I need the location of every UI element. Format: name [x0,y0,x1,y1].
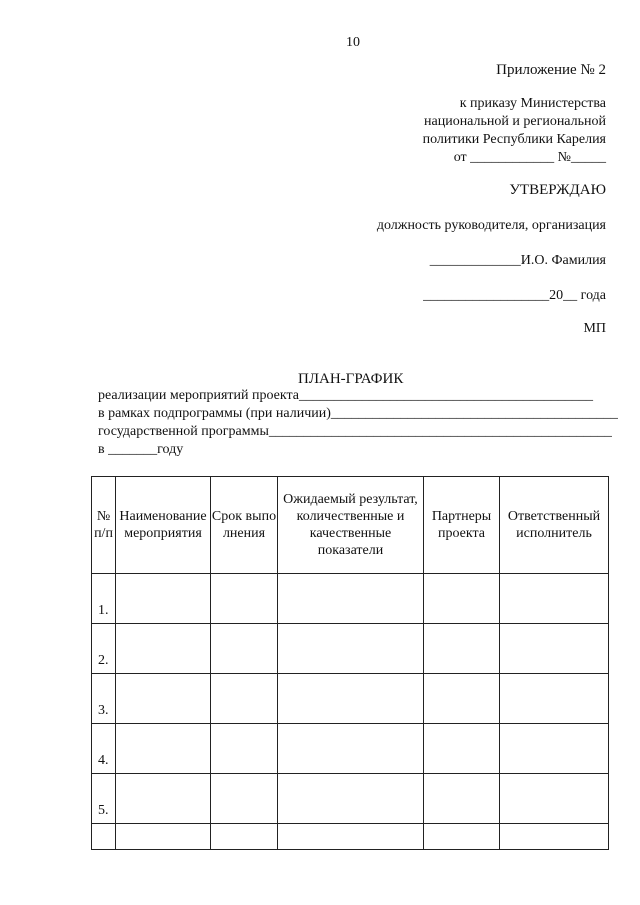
table-row [92,724,609,774]
table-cell[interactable] [92,824,116,850]
table-cell[interactable] [116,624,211,674]
table-cell[interactable] [278,574,424,624]
appendix-label: Приложение № 2 [496,62,606,78]
order-ref-line-1: к приказу Министерства [459,96,606,111]
table-cell[interactable] [116,674,211,724]
table-cell[interactable] [211,674,278,724]
approve-position: должность руководителя, организация [376,218,606,233]
table-header-row [92,477,609,574]
table-cell[interactable] [424,824,500,850]
plan-title: ПЛАН-ГРАФИК [298,371,404,387]
plan-line-4: в _______году [98,442,184,457]
table-cell[interactable] [424,574,500,624]
table-row [92,574,609,624]
table-cell[interactable] [211,574,278,624]
col-header-responsible: Ответственный исполнитель [500,477,609,574]
col-header-deadline: Срок выполнения [211,477,278,574]
table-cell[interactable] [500,774,609,824]
page-number: 10 [346,35,360,50]
row-number: 3. [92,674,116,724]
table-row-empty [92,824,609,850]
table-cell[interactable] [116,724,211,774]
row-number: 4. [92,724,116,774]
col-header-result: Ожидаемый результат, количественные и качественные показатели [278,477,424,574]
table-cell[interactable] [211,624,278,674]
row-number: 5. [92,774,116,824]
col-header-activity: Наименование мероприятия [116,477,211,574]
table-cell[interactable] [116,574,211,624]
table-cell[interactable] [500,824,609,850]
table-cell[interactable] [278,824,424,850]
order-ref-line-3: политики Республики Карелия [422,132,606,147]
table-cell[interactable] [278,774,424,824]
table-row [92,674,609,724]
table-cell[interactable] [211,724,278,774]
approve-signature: _____________И.О. Фамилия [429,253,606,268]
table-cell[interactable] [424,774,500,824]
table-cell[interactable] [116,824,211,850]
table-cell[interactable] [424,724,500,774]
table-cell[interactable] [500,624,609,674]
plan-line-3: государственной программы_________________________________________________ [98,424,612,439]
table-cell[interactable] [500,574,609,624]
order-ref-line-2: национальной и региональной [424,114,606,129]
row-number: 1. [92,574,116,624]
table-cell[interactable] [500,724,609,774]
table-row [92,624,609,674]
approve-date: __________________20__ года [423,288,606,303]
table-cell[interactable] [211,774,278,824]
plan-line-2: в рамках подпрограммы (при наличии)_________________________________________ [98,406,618,421]
order-ref-line-4: от ____________ №_____ [453,150,606,165]
approve-title: УТВЕРЖДАЮ [509,182,606,198]
table-cell[interactable] [278,624,424,674]
table-row [92,774,609,824]
row-number: 2. [92,624,116,674]
table-cell[interactable] [278,674,424,724]
plan-line-1: реализации мероприятий проекта__________________________________________ [98,388,594,403]
table-cell[interactable] [116,774,211,824]
stamp-label: МП [583,321,606,336]
table-cell[interactable] [278,724,424,774]
table-cell[interactable] [211,824,278,850]
table-cell[interactable] [424,674,500,724]
col-header-partners: Партнеры проекта [424,477,500,574]
table-cell[interactable] [424,624,500,674]
col-header-number: № п/п [92,477,116,574]
table-cell[interactable] [500,674,609,724]
plan-table [91,476,609,850]
